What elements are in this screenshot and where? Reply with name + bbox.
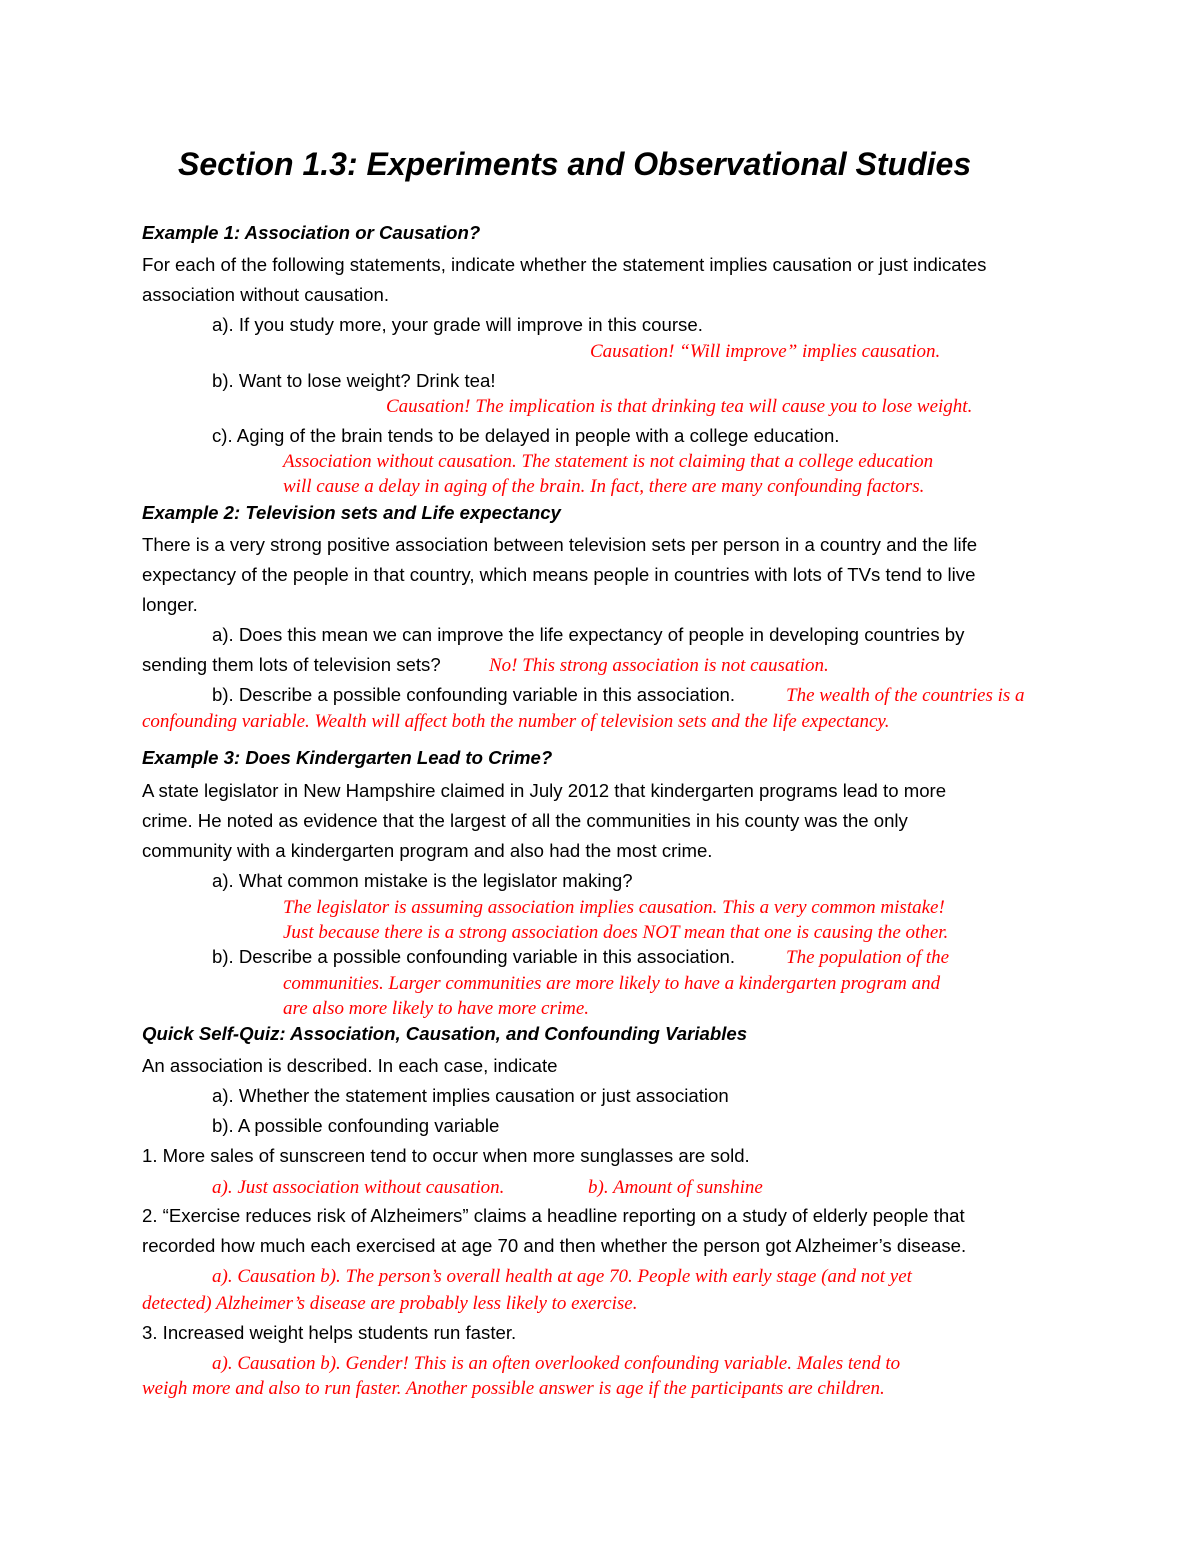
example1-question-a: a). If you study more, your grade will improve in this course. — [212, 314, 703, 335]
quiz-answer-2-line1: a). Causation b). The person’s overall health at age 70. People with early stage (and not yet — [212, 1266, 912, 1287]
example2-intro-line3: longer. — [142, 594, 198, 615]
example2-question-b: b). Describe a possible confounding variable in this association. — [212, 684, 735, 705]
example2-question-a-line1: a). Does this mean we can improve the life expectancy of people in developing countries by — [212, 624, 965, 645]
example2-answer-b-line1: The wealth of the countries is a — [786, 685, 1025, 706]
example1-heading: Example 1: Association or Causation? — [142, 222, 481, 243]
example3-answer-a-line1: The legislator is assuming association implies causation. This a very common mistake! — [283, 897, 945, 918]
example1-answer-b: Causation! The implication is that drinking tea will cause you to lose weight. — [386, 396, 973, 417]
example2-answer-a: No! This strong association is not causation. — [489, 655, 829, 676]
quiz-answer-3-line2: weigh more and also to run faster. Another possible answer is age if the participants are children. — [142, 1378, 885, 1399]
example2-intro-line2: expectancy of the people in that country, which means people in countries with lots of TVs tend to live — [142, 564, 976, 585]
example2-question-a-line2: sending them lots of television sets? — [142, 654, 441, 675]
example3-intro-line1: A state legislator in New Hampshire claimed in July 2012 that kindergarten programs lead to more — [142, 780, 947, 801]
example3-answer-a-line2: Just because there is a strong association does NOT mean that one is causing the other. — [283, 922, 949, 943]
page-title: Section 1.3: Experiments and Observational Studies — [178, 146, 972, 182]
example3-answer-b-line2: communities. Larger communities are more likely to have a kindergarten program and — [283, 973, 941, 994]
example2-intro-line1: There is a very strong positive association between television sets per person in a country and the life — [142, 534, 978, 555]
example3-intro-line2: crime. He noted as evidence that the largest of all the communities in his county was the only — [142, 810, 908, 831]
example3-answer-b-line3: are also more likely to have more crime. — [283, 998, 590, 1019]
example3-heading: Example 3: Does Kindergarten Lead to Crime? — [142, 747, 553, 768]
quiz-question-2-line1: 2. “Exercise reduces risk of Alzheimers” claims a headline reporting on a study of elderly people that — [142, 1205, 965, 1226]
example3-answer-b-line1: The population of the — [786, 947, 950, 968]
quiz-intro: An association is described. In each case, indicate — [142, 1055, 558, 1076]
example3-question-a: a). What common mistake is the legislator making? — [212, 870, 633, 891]
quiz-question-1: 1. More sales of sunscreen tend to occur when more sunglasses are sold. — [142, 1145, 750, 1166]
quiz-answer-2-line2: detected) Alzheimer’s disease are probably less likely to exercise. — [142, 1293, 638, 1314]
example1-intro-line2: association without causation. — [142, 284, 390, 305]
example1-answer-c-line2: will cause a delay in aging of the brain. In fact, there are many confounding factors. — [283, 476, 925, 497]
example1-question-b: b). Want to lose weight? Drink tea! — [212, 370, 496, 391]
quiz-question-2-line2: recorded how much each exercised at age 70 and then whether the person got Alzheimer’s disease. — [142, 1235, 967, 1256]
example3-question-b: b). Describe a possible confounding variable in this association. — [212, 946, 735, 967]
quiz-heading: Quick Self-Quiz: Association, Causation, and Confounding Variables — [142, 1023, 748, 1044]
example1-answer-c-line1: Association without causation. The statement is not claiming that a college education — [283, 451, 934, 472]
quiz-answer-1b: b). Amount of sunshine — [588, 1177, 763, 1198]
quiz-instruction-b: b). A possible confounding variable — [212, 1115, 500, 1136]
quiz-answer-3-line1: a). Causation b). Gender! This is an often overlooked confounding variable. Males tend to — [212, 1353, 901, 1374]
example3-intro-line3: community with a kindergarten program and also had the most crime. — [142, 840, 713, 861]
example1-intro-line1: For each of the following statements, indicate whether the statement implies causation or just indicates — [142, 254, 987, 275]
example1-question-c: c). Aging of the brain tends to be delayed in people with a college education. — [212, 425, 840, 446]
example2-heading: Example 2: Television sets and Life expectancy — [142, 502, 561, 523]
quiz-question-3: 3. Increased weight helps students run faster. — [142, 1322, 517, 1343]
quiz-instruction-a: a). Whether the statement implies causation or just association — [212, 1085, 729, 1106]
example2-answer-b-line2: confounding variable. Wealth will affect both the number of television sets and the life expectancy. — [142, 711, 890, 732]
example1-answer-a: Causation! “Will improve” implies causation. — [590, 341, 941, 362]
quiz-answer-1a: a). Just association without causation. — [212, 1177, 505, 1198]
